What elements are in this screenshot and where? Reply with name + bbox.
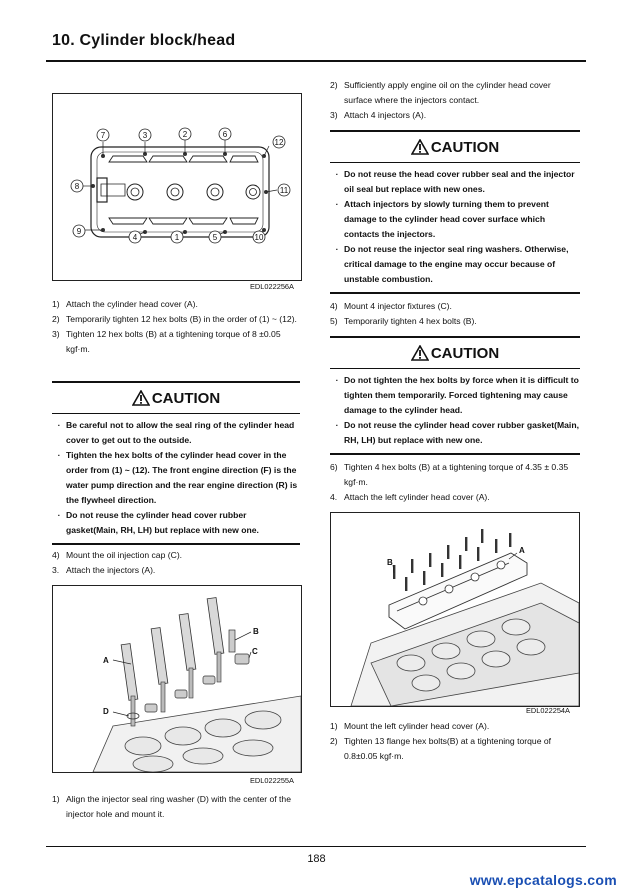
header-rule xyxy=(46,60,586,62)
footer-rule xyxy=(46,846,586,847)
figure-caption: EDL022254A xyxy=(526,706,570,715)
caution-item: · Tighten the hex bolts of the cylinder head cover in the order from (1) ~ (12). The front engine direction (F) is the water pump direction and the rear engine direction (R) is the flywheel direction. xyxy=(57,450,298,505)
callout-8: 8 xyxy=(74,182,80,191)
step-item: 1) Align the injector seal ring washer (D) with the center of the injector hole and mount it. xyxy=(52,794,291,819)
cylinder-head-cover-diagram xyxy=(53,94,301,280)
callout-A: A xyxy=(519,546,525,555)
caution-box xyxy=(52,381,300,545)
caution-item: · Do not reuse the cylinder head cover rubber gasket(Main, RH, LH) but replace with new one. xyxy=(57,510,259,535)
instruction-list xyxy=(52,297,300,357)
caution-item: · Do not reuse the injector seal ring washers. Otherwise, critical damage to the engine may occur because of unstable combustion. xyxy=(335,244,569,284)
step-item: 1) Attach the cylinder head cover (A). xyxy=(52,299,198,309)
callout-3: 3 xyxy=(142,131,148,140)
figure-injectors xyxy=(52,585,302,773)
caution-item: · Attach injectors by slowly turning them to prevent damage to the cylinder head cover surface which contacts the injectors. xyxy=(335,199,549,239)
step-item: 4. Attach the left cylinder head cover (A). xyxy=(330,492,490,502)
page-number: 188 xyxy=(307,853,326,865)
callout-4: 4 xyxy=(132,233,138,242)
instruction-list xyxy=(330,719,578,764)
step-item: 6) Tighten 4 hex bolts (B) at a tightening torque of 4.35 ± 0.35 kgf·m. xyxy=(330,462,569,487)
warning-triangle-icon xyxy=(411,345,429,361)
warning-triangle-icon xyxy=(132,390,150,406)
instruction-list xyxy=(330,299,578,329)
caution-box xyxy=(330,130,580,294)
caution-heading: CAUTION xyxy=(330,130,580,163)
step-item: 1) Mount the left cylinder head cover (A). xyxy=(330,721,490,731)
caution-item: · Do not tighten the hex bolts by force when it is difficult to tighten them temporarily. Forced tightening may cause damage to the cylinder head. xyxy=(335,375,579,415)
callout-11: 11 xyxy=(279,186,289,195)
callout-5: 5 xyxy=(212,233,218,242)
injector-diagram xyxy=(53,586,301,772)
callout-D: D xyxy=(103,707,109,716)
warning-triangle-icon xyxy=(411,139,429,155)
step-item: 4) Mount 4 injector fixtures (C). xyxy=(330,301,452,311)
left-head-cover-diagram xyxy=(331,513,579,706)
page-title: 10. Cylinder block/head xyxy=(52,32,236,49)
step-item: 2) Sufficiently apply engine oil on the cylinder head cover surface where the injectors contact. xyxy=(330,80,551,105)
callout-10: 10 xyxy=(254,233,264,242)
step-item: 5) Temporarily tighten 4 hex bolts (B). xyxy=(330,316,477,326)
figure-caption: EDL022255A xyxy=(250,776,294,785)
callout-1: 1 xyxy=(174,233,180,242)
instruction-list xyxy=(52,548,300,578)
step-item: 4) Mount the oil injection cap (C). xyxy=(52,550,183,560)
callout-9: 9 xyxy=(76,227,82,236)
caution-list xyxy=(330,163,580,294)
caution-item: · Be careful not to allow the seal ring of the cylinder head cover to get out to the outside. xyxy=(57,420,295,445)
step-item: 2) Tighten 13 flange hex bolts(B) at a tightening torque of 0.8±0.05 kgf·m. xyxy=(330,736,552,761)
callout-6: 6 xyxy=(222,130,228,139)
figure-caption: EDL022256A xyxy=(250,282,294,291)
caution-box xyxy=(330,336,580,455)
caution-list xyxy=(52,414,300,545)
caution-item: · Do not reuse the cylinder head cover rubber gasket(Main, RH, LH) but replace with new one. xyxy=(335,420,579,445)
callout-7: 7 xyxy=(100,131,106,140)
figure-cylinder-head-cover xyxy=(52,93,302,281)
callout-C: C xyxy=(252,647,258,656)
step-item: 3. Attach the injectors (A). xyxy=(52,565,156,575)
caution-list xyxy=(330,369,580,455)
callout-12: 12 xyxy=(274,138,284,147)
figure-left-head-cover xyxy=(330,512,580,707)
step-item: 3) Tighten 12 hex bolts (B) at a tightening torque of 8 ±0.05 kgf·m. xyxy=(52,329,281,354)
instruction-list xyxy=(52,792,300,822)
step-item: 2) Temporarily tighten 12 hex bolts (B) in the order of (1) ~ (12). xyxy=(52,314,297,324)
caution-item: · Do not reuse the head cover rubber seal and the injector oil seal but replace with new ones. xyxy=(335,169,575,194)
instruction-list xyxy=(330,460,578,505)
step-item: 3) Attach 4 injectors (A). xyxy=(330,110,427,120)
callout-B: B xyxy=(253,627,259,636)
caution-heading: CAUTION xyxy=(330,336,580,369)
callout-A: A xyxy=(103,656,109,665)
caution-heading: CAUTION xyxy=(52,381,300,414)
instruction-list xyxy=(330,78,578,123)
callout-B: B xyxy=(387,558,393,567)
watermark: www.epcatalogs.com xyxy=(469,872,617,888)
callout-2: 2 xyxy=(182,130,188,139)
